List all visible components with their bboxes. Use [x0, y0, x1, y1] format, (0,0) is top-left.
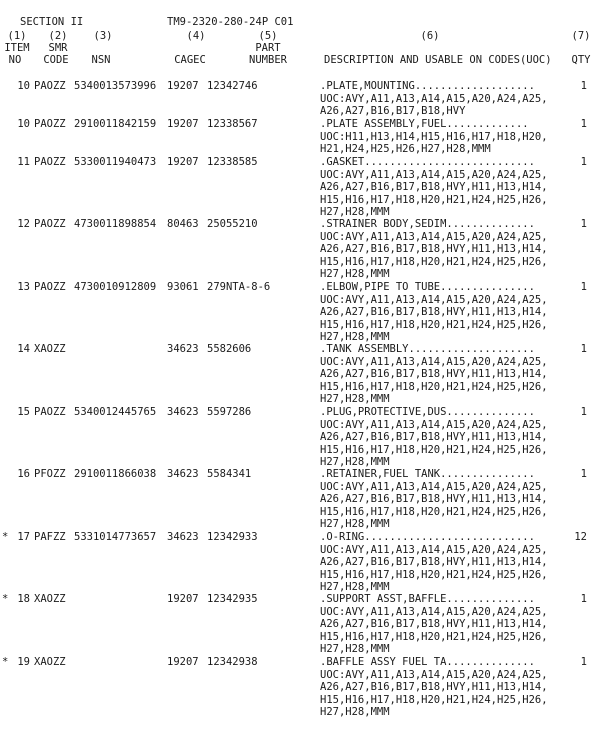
- item-number: 11: [17, 156, 30, 168]
- uoc-line: H15,H16,H17,H18,H20,H21,H24,H25,H26,: [320, 505, 548, 518]
- quantity: 1: [580, 343, 587, 355]
- uoc-line: H15,H16,H17,H18,H20,H21,H24,H25,H26,: [320, 568, 548, 581]
- quantity: 1: [580, 656, 587, 668]
- col1-label-line1: ITEM: [4, 42, 30, 54]
- tm-number: TM9-2320-280-24P C01: [167, 16, 294, 28]
- quantity: 1: [580, 218, 587, 230]
- cage-code: 19207: [167, 156, 199, 168]
- uoc-line: UOC:H11,H13,H14,H15,H16,H17,H18,H20,: [320, 130, 548, 143]
- cage-code: 34623: [167, 343, 199, 355]
- uoc-line: A26,A27,B16,B17,B18,HVY,H11,H13,H14,: [320, 493, 548, 505]
- item-number: 19: [17, 656, 30, 668]
- uoc-line: H27,H28,MMM: [320, 581, 390, 593]
- col1-label-line2: NO: [8, 54, 22, 66]
- smr-code: XAOZZ: [34, 343, 66, 355]
- uoc-line: H15,H16,H17,H18,H20,H21,H24,H25,H26,: [320, 193, 548, 206]
- uoc-line: H15,H16,H17,H18,H20,H21,H24,H25,H26,: [320, 630, 548, 643]
- uoc-line: H27,H28,MMM: [320, 206, 390, 218]
- cage-code: 19207: [167, 118, 199, 130]
- description-name: .PLATE,MOUNTING...................: [320, 80, 535, 92]
- col6-label: DESCRIPTION AND USABLE ON CODES(UOC): [324, 54, 552, 66]
- smr-code: PAOZZ: [34, 80, 66, 92]
- uoc-line: H27,H28,MMM: [320, 268, 390, 280]
- uoc-line: A26,A27,B16,B17,B18,HVY,H11,H13,H14,: [320, 243, 548, 255]
- nsn: 5340012445765: [74, 406, 157, 418]
- uoc-line: H27,H28,MMM: [320, 393, 390, 405]
- nsn: 5331014773657: [74, 531, 157, 543]
- uoc-line: UOC:AVY,A11,A13,A14,A15,A20,A24,A25,: [320, 355, 548, 368]
- uoc-line: UOC:AVY,A11,A13,A14,A15,A20,A24,A25,: [320, 480, 548, 493]
- cage-code: 80463: [167, 218, 199, 230]
- part-number: 12342935: [207, 593, 258, 605]
- uoc-line: UOC:AVY,A11,A13,A14,A15,A20,A24,A25,: [320, 293, 548, 306]
- quantity: 1: [580, 468, 587, 480]
- smr-code: PAOZZ: [34, 218, 66, 230]
- description: [320, 118, 565, 156]
- uoc-line: H27,H28,MMM: [320, 518, 390, 530]
- col7-label: QTY: [571, 54, 591, 66]
- cage-code: 34623: [167, 531, 199, 543]
- row-star-marker: *: [2, 531, 9, 543]
- col4-number: (4): [186, 30, 206, 42]
- uoc-line: H15,H16,H17,H18,H20,H21,H24,H25,H26,: [320, 318, 548, 331]
- smr-code: XAOZZ: [34, 593, 66, 605]
- description: [320, 468, 565, 531]
- cage-code: 19207: [167, 80, 199, 92]
- item-number: 16: [17, 468, 30, 480]
- part-number: 12338585: [207, 156, 258, 168]
- nsn: 5330011940473: [74, 156, 157, 168]
- description: [320, 593, 565, 656]
- col6-number: (6): [420, 30, 440, 42]
- item-number: 13: [17, 281, 30, 293]
- cage-code: 34623: [167, 468, 199, 480]
- item-number: 10: [17, 118, 30, 130]
- uoc-line: UOC:AVY,A11,A13,A14,A15,A20,A24,A25,: [320, 668, 548, 681]
- item-number: 12: [17, 218, 30, 230]
- nsn: 4730011898854: [74, 218, 157, 230]
- row-star-marker: *: [2, 593, 9, 605]
- part-number: 12342746: [207, 80, 258, 92]
- description-name: .GASKET...........................: [320, 156, 535, 168]
- part-number: 12338567: [207, 118, 258, 130]
- uoc-line: A26,A27,B16,B17,B18,HVY,H11,H13,H14,: [320, 181, 548, 193]
- uoc-line: A26,A27,B16,B17,B18,HVY,H11,H13,H14,: [320, 556, 548, 568]
- item-number: 15: [17, 406, 30, 418]
- smr-code: PAFZZ: [34, 531, 66, 543]
- uoc-line: H21,H24,H25,H26,H27,H28,MMM: [320, 143, 491, 155]
- description-name: .PLATE ASSEMBLY,FUEL.............: [320, 118, 529, 130]
- part-number: 5582606: [207, 343, 252, 355]
- item-number: 18: [17, 593, 30, 605]
- cage-code: 34623: [167, 406, 199, 418]
- description: [320, 80, 565, 118]
- quantity: 1: [580, 406, 587, 418]
- col5-number: (5): [258, 30, 278, 42]
- description-name: .TANK ASSEMBLY....................: [320, 343, 535, 355]
- section-label: SECTION II: [20, 16, 84, 28]
- cage-code: 19207: [167, 593, 199, 605]
- quantity: 1: [580, 593, 587, 605]
- quantity: 12: [574, 531, 587, 543]
- uoc-line: A26,A27,B16,B17,B18,HVY,H11,H13,H14,: [320, 431, 548, 443]
- uoc-line: A26,A27,B16,B17,B18,HVY,H11,H13,H14,: [320, 306, 548, 318]
- description: [320, 656, 565, 719]
- item-number: 10: [17, 80, 30, 92]
- description-name: .PLUG,PROTECTIVE,DUS..............: [320, 406, 535, 418]
- description: [320, 281, 565, 344]
- smr-code: PAOZZ: [34, 281, 66, 293]
- part-number: 5584341: [207, 468, 252, 480]
- col2-label-line2: CODE: [43, 54, 69, 66]
- description-name: .SUPPORT ASST,BAFFLE..............: [320, 593, 535, 605]
- description-name: .ELBOW,PIPE TO TUBE...............: [320, 281, 535, 293]
- col3-label: NSN: [91, 54, 111, 66]
- item-number: 14: [17, 343, 30, 355]
- cage-code: 93061: [167, 281, 199, 293]
- smr-code: XAOZZ: [34, 656, 66, 668]
- uoc-line: A26,A27,B16,B17,B18,HVY,H11,H13,H14,: [320, 681, 548, 693]
- col5-label-line2: NUMBER: [249, 54, 287, 66]
- description-name: .BAFFLE ASSY FUEL TA..............: [320, 656, 535, 668]
- row-star-marker: *: [2, 656, 9, 668]
- cage-code: 19207: [167, 656, 199, 668]
- uoc-line: H15,H16,H17,H18,H20,H21,H24,H25,H26,: [320, 443, 548, 456]
- description: [320, 156, 565, 219]
- uoc-line: A26,A27,B16,B17,B18,HVY: [320, 105, 466, 117]
- uoc-line: A26,A27,B16,B17,B18,HVY,H11,H13,H14,: [320, 618, 548, 630]
- description: [320, 218, 565, 281]
- quantity: 1: [580, 118, 587, 130]
- item-number: 17: [17, 531, 30, 543]
- description-name: .RETAINER,FUEL TANK...............: [320, 468, 535, 480]
- description: [320, 406, 565, 469]
- col5-label-line1: PART: [255, 42, 281, 54]
- uoc-line: A26,A27,B16,B17,B18,HVY,H11,H13,H14,: [320, 368, 548, 380]
- part-number: 5597286: [207, 406, 252, 418]
- uoc-line: UOC:AVY,A11,A13,A14,A15,A20,A24,A25,: [320, 230, 548, 243]
- uoc-line: H27,H28,MMM: [320, 643, 390, 655]
- uoc-line: UOC:AVY,A11,A13,A14,A15,A20,A24,A25,: [320, 543, 548, 556]
- nsn: 5340013573996: [74, 80, 157, 92]
- smr-code: PAOZZ: [34, 406, 66, 418]
- col7-number: (7): [571, 30, 591, 42]
- uoc-line: H15,H16,H17,H18,H20,H21,H24,H25,H26,: [320, 255, 548, 268]
- uoc-line: H27,H28,MMM: [320, 706, 390, 718]
- smr-code: PFOZZ: [34, 468, 66, 480]
- smr-code: PAOZZ: [34, 156, 66, 168]
- description: [320, 531, 565, 594]
- part-number: 12342933: [207, 531, 258, 543]
- part-number: 25055210: [207, 218, 258, 230]
- part-number: 279NTA-8-6: [207, 281, 271, 293]
- uoc-line: UOC:AVY,A11,A13,A14,A15,A20,A24,A25,: [320, 92, 548, 105]
- quantity: 1: [580, 80, 587, 92]
- uoc-line: H27,H28,MMM: [320, 331, 390, 343]
- part-number: 12342938: [207, 656, 258, 668]
- col3-number: (3): [93, 30, 113, 42]
- col2-label-line1: SMR: [48, 42, 68, 54]
- col4-label: CAGEC: [174, 54, 206, 66]
- uoc-line: H15,H16,H17,H18,H20,H21,H24,H25,H26,: [320, 380, 548, 393]
- nsn: 2910011842159: [74, 118, 157, 130]
- description-name: .O-RING...........................: [320, 531, 535, 543]
- smr-code: PAOZZ: [34, 118, 66, 130]
- uoc-line: UOC:AVY,A11,A13,A14,A15,A20,A24,A25,: [320, 605, 548, 618]
- uoc-line: UOC:AVY,A11,A13,A14,A15,A20,A24,A25,: [320, 168, 548, 181]
- description: [320, 343, 565, 406]
- col1-number: (1): [7, 30, 27, 42]
- description-name: .STRAINER BODY,SEDIM..............: [320, 218, 535, 230]
- col2-number: (2): [48, 30, 68, 42]
- uoc-line: H27,H28,MMM: [320, 456, 390, 468]
- uoc-line: UOC:AVY,A11,A13,A14,A15,A20,A24,A25,: [320, 418, 548, 431]
- quantity: 1: [580, 156, 587, 168]
- quantity: 1: [580, 281, 587, 293]
- nsn: 4730010912809: [74, 281, 157, 293]
- nsn: 2910011866038: [74, 468, 157, 480]
- uoc-line: H15,H16,H17,H18,H20,H21,H24,H25,H26,: [320, 693, 548, 706]
